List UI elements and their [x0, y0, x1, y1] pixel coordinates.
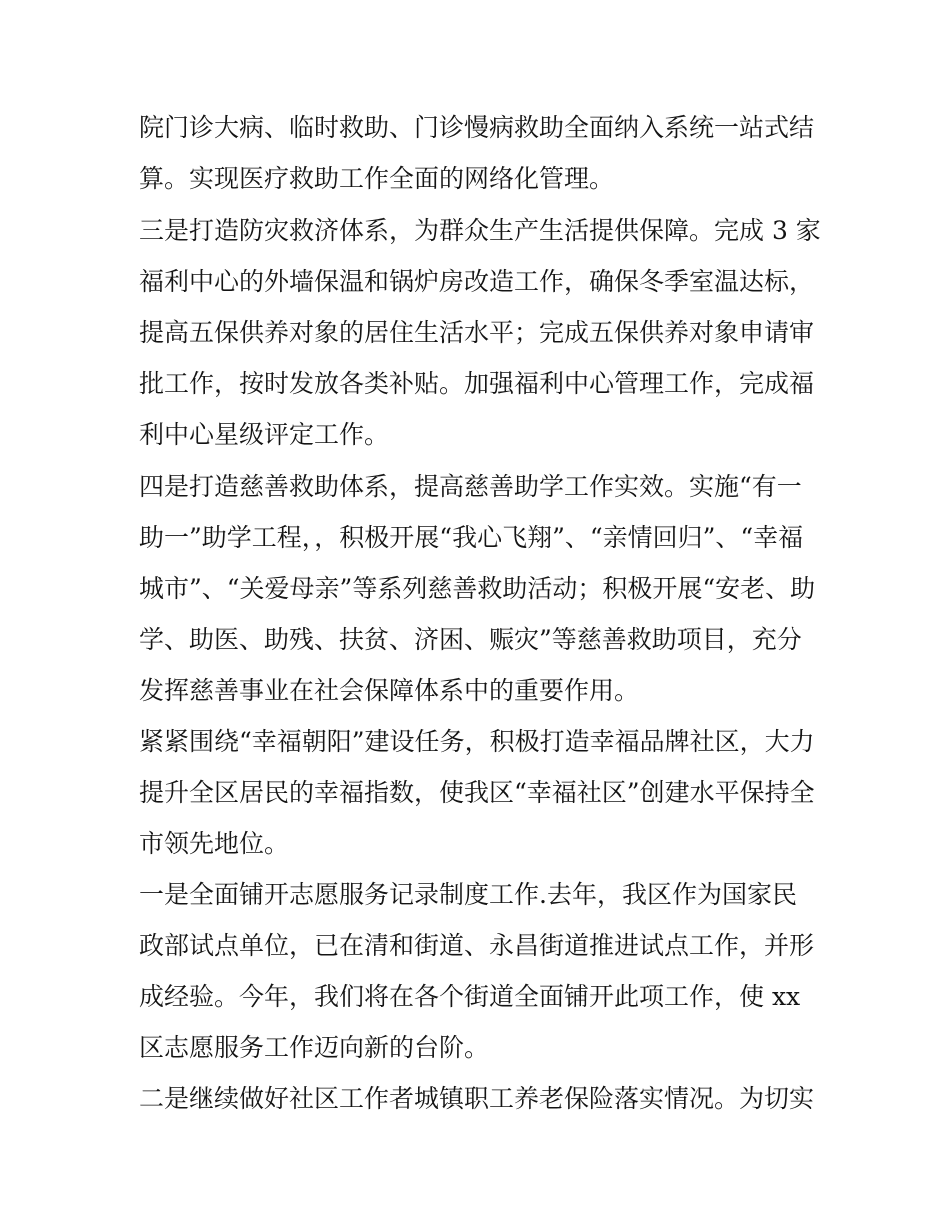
- text-line: 福利中心的外墙保温和锅炉房改造工作，确保冬季室温达标，: [139, 267, 815, 296]
- text-line: 三是打造防灾救济体系，为群众生产生活提供保障。完成 3 家: [139, 216, 821, 245]
- text-line: 市领先地位。: [139, 829, 290, 858]
- text-line: 二是继续做好社区工作者城镇职工养老保险落实情况。为切实: [139, 1084, 815, 1113]
- text-line: 院门诊大病、临时救助、门诊慢病救助全面纳入系统一站式结: [139, 113, 815, 142]
- text-line: 一是全面铺开志愿服务记录制度工作.去年，我区作为国家民: [139, 880, 797, 909]
- text-line: 算。实现医疗救助工作全面的网络化管理。: [139, 164, 615, 193]
- text-line: 四是打造慈善救助体系，提高慈善助学工作实效。实施“有一: [139, 472, 802, 501]
- text-line: 成经验。今年，我们将在各个街道全面铺开此项工作，使 xx: [139, 982, 801, 1011]
- text-line: 区志愿服务工作迈向新的台阶。: [139, 1033, 490, 1062]
- text-line: 城市”、“关爱母亲”等系列慈善救助活动；积极开展“安老、助: [139, 574, 816, 603]
- text-line: 学、助医、助残、扶贫、济困、赈灾”等慈善救助项目，充分: [139, 625, 802, 654]
- text-line: 政部试点单位，已在清和街道、永昌街道推进试点工作，并形: [139, 931, 815, 960]
- text-line: 利中心星级评定工作。: [139, 420, 390, 449]
- text-line: 批工作，按时发放各类补贴。加强福利中心管理工作，完成福: [139, 369, 815, 398]
- text-line: 助一”助学工程，，积极开展“我心飞翔”、“亲情回归”、“幸福: [139, 523, 804, 552]
- text-line: 发挥慈善事业在社会保障体系中的重要作用。: [139, 676, 640, 705]
- text-line: 提高五保供养对象的居住生活水平；完成五保供养对象申请审: [139, 318, 815, 347]
- text-line: 提升全区居民的幸福指数，使我区“幸福社区”创建水平保持全: [139, 778, 815, 807]
- text-line: 紧紧围绕“幸福朝阳”建设任务，积极打造幸福品牌社区，大力: [139, 727, 815, 756]
